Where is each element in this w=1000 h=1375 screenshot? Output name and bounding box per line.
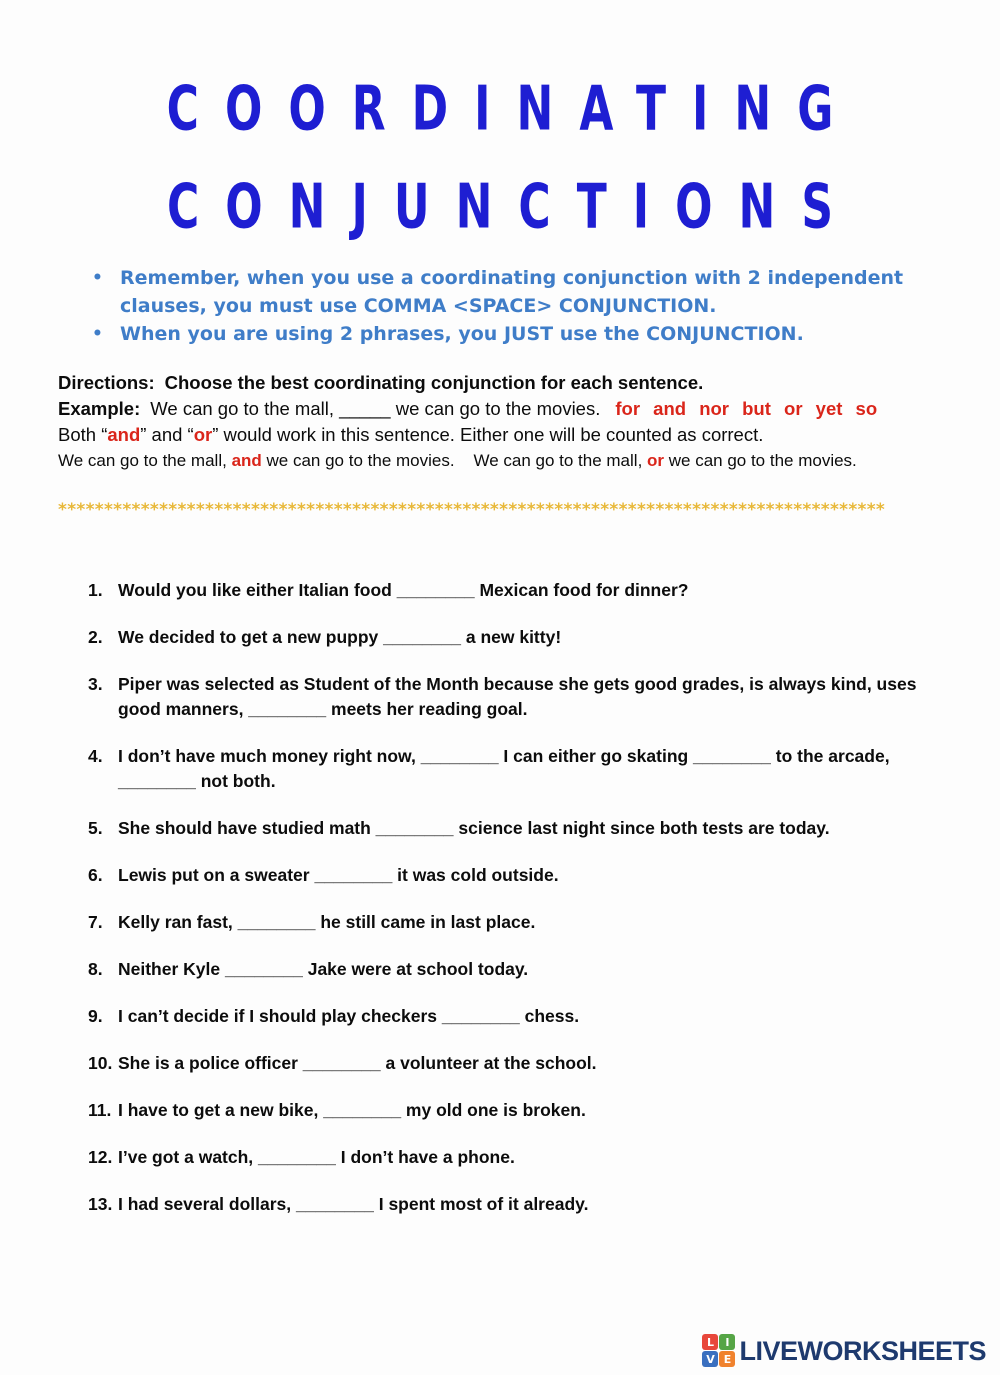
liveworksheets-icon — [702, 1334, 737, 1369]
question-row — [88, 672, 960, 722]
conjunction-and: and — [107, 424, 141, 445]
conjunction-or: or — [647, 451, 665, 470]
question-text: I have to get a new bike, ________ my old one is broken. — [118, 1100, 586, 1120]
question-row — [88, 910, 960, 935]
question-row — [88, 1098, 960, 1123]
question-row — [88, 625, 960, 650]
logo-tile: L — [702, 1334, 718, 1350]
conjunction-and: and — [231, 451, 262, 470]
question-row — [88, 1004, 960, 1029]
question-number: 12. — [88, 1147, 113, 1167]
question-text: Kelly ran fast, ________ he still came in last place. — [118, 912, 536, 932]
question-row — [88, 744, 960, 794]
question-text: I’ve got a watch, ________ I don’t have a phone. — [118, 1147, 515, 1167]
question-number: 4. — [88, 746, 103, 766]
note-item — [92, 320, 912, 348]
question-row — [88, 1192, 960, 1217]
question-text: I had several dollars, ________ I spent most of it already. — [118, 1194, 589, 1214]
question-text: She should have studied math ________ science last night since both tests are today. — [118, 818, 830, 838]
conjunction-or: or — [193, 424, 213, 445]
question-number: 11. — [88, 1100, 112, 1120]
note-text: Remember, when you use a coordinating conjunction with 2 independent clauses, you must use COMMA <SPACE> CONJUNCTION. — [120, 267, 904, 317]
explanation-text: ” would work in this sentence. Either one will be counted as correct. — [212, 424, 764, 445]
bullet-icon: • — [92, 324, 103, 344]
worksheet-page — [0, 73, 1000, 1375]
worksheet-title-line1: COORDINATING — [166, 73, 860, 145]
question-number: 8. — [88, 959, 103, 979]
question-number: 6. — [88, 865, 103, 885]
question-row — [88, 863, 960, 888]
question-text: I can’t decide if I should play checkers ________ chess. — [118, 1006, 580, 1026]
brand-name: LIVEWORKSHEETS — [739, 1336, 986, 1366]
demo-text: we can go to the movies. — [664, 451, 857, 470]
question-number: 7. — [88, 912, 103, 932]
logo-tile: V — [702, 1351, 718, 1367]
example-line — [58, 396, 960, 422]
questions-list — [88, 578, 960, 1217]
note-text: When you are using 2 phrases, you JUST use the CONJUNCTION. — [120, 323, 804, 345]
question-number: 1. — [88, 580, 103, 600]
explanation-text: Both “ — [58, 424, 108, 445]
question-text: She is a police officer ________ a volunteer at the school. — [118, 1053, 597, 1073]
question-text: I don’t have much money right now, ________ I can either go skating ________ to the arcade, ________ not both. — [118, 746, 890, 791]
question-number: 3. — [88, 674, 103, 694]
question-number: 13. — [88, 1194, 113, 1214]
bullet-icon: • — [92, 268, 103, 288]
logo-tile: E — [719, 1351, 735, 1367]
note-item — [92, 264, 912, 320]
explanation-text: ” and “ — [140, 424, 194, 445]
reminder-notes — [92, 264, 912, 348]
question-number: 2. — [88, 627, 103, 647]
question-text: Neither Kyle ________ Jake were at school today. — [118, 959, 529, 979]
demo-text: We can go to the mall, — [58, 451, 232, 470]
worksheet-title-line2: CONJUNCTIONS — [166, 171, 860, 243]
question-row — [88, 957, 960, 982]
asterisk-separator: ****************************************************************************************** — [58, 500, 886, 520]
directions-text: Choose the best coordinating conjunction for each sentence. — [164, 372, 704, 393]
question-number: 5. — [88, 818, 103, 838]
question-text: We decided to get a new puppy ________ a new kitty! — [118, 627, 562, 647]
question-row — [88, 1145, 960, 1170]
example-label: Example: — [58, 398, 141, 419]
example-sentence: We can go to the mall, _____ we can go to the movies. — [150, 398, 601, 419]
demo-text: we can go to the movies. We can go to the mall, — [261, 451, 648, 470]
logo-tile: I — [719, 1334, 735, 1350]
question-text: Piper was selected as Student of the Month because she gets good grades, is always kind, uses good manners, ________ meets her reading goal. — [118, 674, 917, 719]
demo-sentences-line — [58, 448, 960, 474]
directions-line — [58, 370, 960, 396]
question-text: Would you like either Italian food ________ Mexican food for dinner? — [118, 580, 689, 600]
conjunction-word-bank: for and nor but or yet so — [615, 398, 878, 419]
question-text: Lewis put on a sweater ________ it was cold outside. — [118, 865, 559, 885]
explanation-line — [58, 422, 960, 448]
question-row — [88, 1051, 960, 1076]
liveworksheets-logo — [702, 1334, 986, 1369]
directions-block — [58, 370, 960, 474]
question-row — [88, 578, 960, 603]
question-number: 10. — [88, 1053, 113, 1073]
directions-label: Directions: — [58, 372, 155, 393]
question-row — [88, 816, 960, 841]
question-number: 9. — [88, 1006, 103, 1026]
